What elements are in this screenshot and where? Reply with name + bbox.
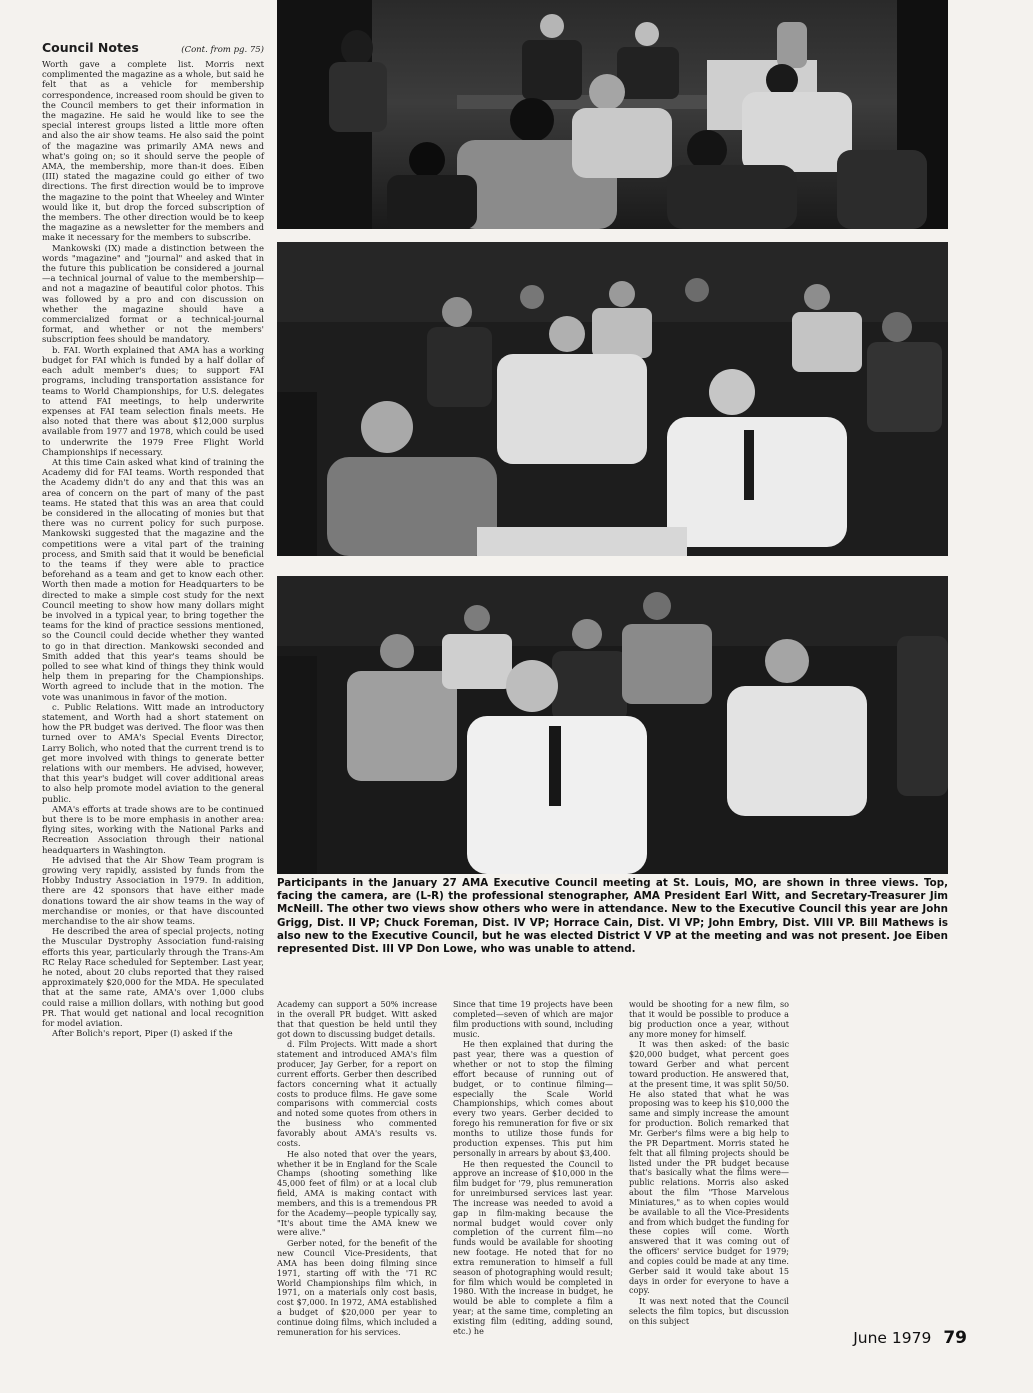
paragraph: It was then asked: of the basic $20,000 budget, what percent goes toward Gerber and what percent toward production. He answered that, at the present time, it was split 50/50. He also stated that what he was proposing was to keep his $10,000 the same and simply increase the amount for production. Bolich remarked that Mr. Gerber's films were a big help to the PR Department. Morris stated he felt that all filming projects should be listed under the PR budget because that's basically what the films were—public relations. Morris also asked about the film "Those Marvelous Miniatures," as to when copies would be available to all the Vice-Presidents and from which budget the funding for these copies will come. Worth answered that it was coming out of the officers' service budget for 1979; and copies could be made at any time. Gerber said it would take about 15 days in order for everyone to have a copy. — [629, 1039, 789, 1296]
paragraph: He advised that the Air Show Team program is growing very rapidly, assisted by funds from the Hobby Industry Association in 1979. In addition, there are 42 sponsors that have either made donations toward the air show teams in the way of merchandise or monies, or that have discounted merchandise to the air show teams. — [42, 854, 264, 927]
paragraph: He also noted that over the years, whether it be in England for the Scale Champs (shooting something like 45,000 feet of film) or at a local club field, AMA is making contact with members, and this is a tremendous PR for the Academy—people typically say, "It's about time the AMA knew we were alive." — [277, 1148, 437, 1238]
article-column-3 — [629, 999, 789, 1326]
page-footer — [853, 1328, 967, 1348]
column-body — [453, 1000, 613, 1337]
paragraph: d. Film Projects. Witt made a short statement and introduced AMA's film producer, Jay Gerber, for a report on current efforts. Gerber then described factors concerning what it actually costs to produce films. He gave some comparisons with commercial costs and noted some quotes from others in the business who commented favorably about AMA's results vs. costs. — [277, 1039, 437, 1148]
continuation-note: (Cont. from pg. 75) — [181, 45, 264, 55]
paragraph: Academy can support a 50% increase in the overall PR budget. Witt asked that that question be held until they got down to discussing budget details. — [277, 999, 437, 1039]
paragraph: Since that time 19 projects have been completed—seven of which are major film productions with sound, including music. — [453, 999, 613, 1039]
council-notes-header — [42, 40, 264, 55]
photo-attendees-desks — [277, 242, 948, 556]
photo-attendees-room — [277, 576, 948, 874]
paragraph: AMA's efforts at trade shows are to be continued but there is to be more emphasis in another area: flying sites, working with the National Parks and Recreation Association through their national headquarters in Washington. — [42, 803, 264, 855]
column-body — [629, 1000, 789, 1327]
paragraph: It was next noted that the Council selects the film topics, but discussion on this subject — [629, 1296, 789, 1326]
paragraph: After Bolich's report, Piper (I) asked if the — [52, 1028, 233, 1039]
paragraph: c. Public Relations. Witt made an introductory statement, and Worth had a short statement on how the PR budget was derived. The floor was then turned over to AMA's Special Events Director, Larry Bolich, who noted that the current trend is to get more involved with things to generate better relations with our members. He advised, however, that this year's budget will cover additional areas to also help promote model aviation to the general public. — [42, 701, 264, 804]
page-number: 79 — [943, 1328, 967, 1348]
article-column-1 — [277, 999, 437, 1337]
council-notes-body — [42, 59, 264, 1039]
paragraph: b. FAI. Worth explained that AMA has a working budget for FAI which is funded by a half dollar of each adult member's dues; to support FAI programs, including transportation assistance for teams to World Championships, for U.S. delegates to attend FAI meetings, to help underwrite expenses at FAI team selection finals meets. He also noted that there was about $12,000 surplus available from 1977 and 1978, which could be used to underwrite the 1979 Free Flight World Championships if necessary. — [42, 344, 264, 457]
article-columns — [277, 999, 983, 1337]
paragraph: He then requested the Council to approve an increase of $10,000 in the film budget for '79, plus remuneration for unreimbursed services last year. The increase was needed to avoid a gap in film-making because the normal budget would cover only completion of the current film—no funds would be available for shooting new footage. He noted that for no extra remuneration to himself a full season of photographing would result; for film which would be completed in 1980. With the increase in budget, he would be able to complete a film a year; at the same time, completing an existing film (editing, adding sound, etc.) he — [453, 1158, 613, 1336]
paragraph: Mankowski (IX) made a distinction between the words "magazine" and "journal" and asked that in the future this publication be considered a journal—a technical journal of value to the membership—and not a magazine of beautiful color photos. This was followed by a pro and con discussion on whether the magazine should have a commercialized format or a technical-journal format, and whether or not the members' subscription fees should be mandatory. — [42, 242, 264, 345]
issue-date: June 1979 — [853, 1329, 932, 1347]
paragraph: would be shooting for a new film, so that it would be possible to produce a big production once a year, without any more money for himself. — [629, 999, 789, 1039]
paragraph: Worth gave a complete list. Morris next complimented the magazine as a whole, but said he felt that as a vehicle for membership correspondence, increased room should be given to the Council members to get their information in the magazine. He said he would like to see the special interest groups listed a little more often and also the air show teams. He also said the point of the magazine was primarily AMA news and what's going on; so it should serve the people of AMA, the membership, more than-it does. Eiben (III) stated the magazine could go either of two directions. The first direction would be to improve the magazine to the point that Wheeley and Winter would like it, but drop the forced subscription of the members. The other direction would be to keep the magazine as a newsletter for the members and make it necessary for the members to subscribe. — [42, 59, 264, 243]
article-column-2 — [453, 999, 613, 1336]
paragraph: At this time Cain asked what kind of training the Academy did for FAI teams. Worth responded that the Academy didn't do any and that this was an area of concern on the part of many of the past teams. He stated that this was an area that could be considered in the allocating of monies but that there was no current policy for such purpose. Mankowski suggested that the magazine and the competitions were a vital part of the training process, and Smith said that it would be beneficial to the teams if they were able to practice beforehand as a team and get to know each other. Worth then made a motion for Headquarters to be directed to make a simple cost study for the next Council meeting to show how many dollars might be involved in a typical year, to bring together the teams for the kind of practice sessions mentioned, so the Council could decide whether they wanted to go in that direction. Mankowski seconded and Smith added that this year's teams should be polled to see what kind of things they think would help them in preparing for the Championships. Worth agreed to include that in the motion. The vote was unanimous in favor of the motion. — [42, 456, 264, 702]
column-body — [277, 1000, 437, 1338]
photo-head-table — [277, 0, 948, 229]
photo-caption: Participants in the January 27 AMA Executive Council meeting at St. Louis, MO, are shown in three views. Top, facing the camera, are (L-R) the professional stenographer, AMA President Earl Witt, and Secretary-Treasurer Jim McNeill. The other two views show others who were in attendance. New to the Executive Council this year are John Grigg, Dist. II VP; Chuck Foreman, Dist. IV VP; Horrace Cain, Dist. VI VP; John Embry, Dist. VIII VP. Bill Mathews is also new to the Executive Council, but he was elected District V VP at the meeting and was not present. Joe Eiben represented Dist. III VP Don Lowe, who was unable to attend. — [277, 877, 948, 956]
council-notes-column — [42, 40, 264, 1325]
council-notes-heading: Council Notes — [42, 40, 139, 55]
paragraph: Gerber noted, for the benefit of the new Council Vice-Presidents, that AMA has been doing filming since 1971, starting off with the '71 RC World Championships film which, in 1971, on a materials only cost basis, cost $7,000. In 1972, AMA established a budget of $20,000 per year to continue doing films, which included a remuneration for his services. — [277, 1238, 437, 1337]
paragraph: He then explained that during the past year, there was a question of whether or not to stop the filming effort because of running out of budget, or to continue filming—especially the Scale World Championships, which comes about every two years. Gerber decided to forego his remuneration for five or six months to utilize those funds for production expenses. This put him personally in arrears by about $3,400. — [453, 1039, 613, 1158]
paragraph: He described the area of special projects, noting the Muscular Dystrophy Association fund-raising efforts this year, particularly through the Trans-Am RC Relay Race scheduled for September. Last year, he noted, about 20 clubs reported that they raised approximately $20,000 for the MDA. He speculated that at the same rate, AMA's over 1,000 clubs could raise a million dollars, with nothing but good PR. That would get national and local recognition for model aviation. — [42, 926, 264, 1029]
